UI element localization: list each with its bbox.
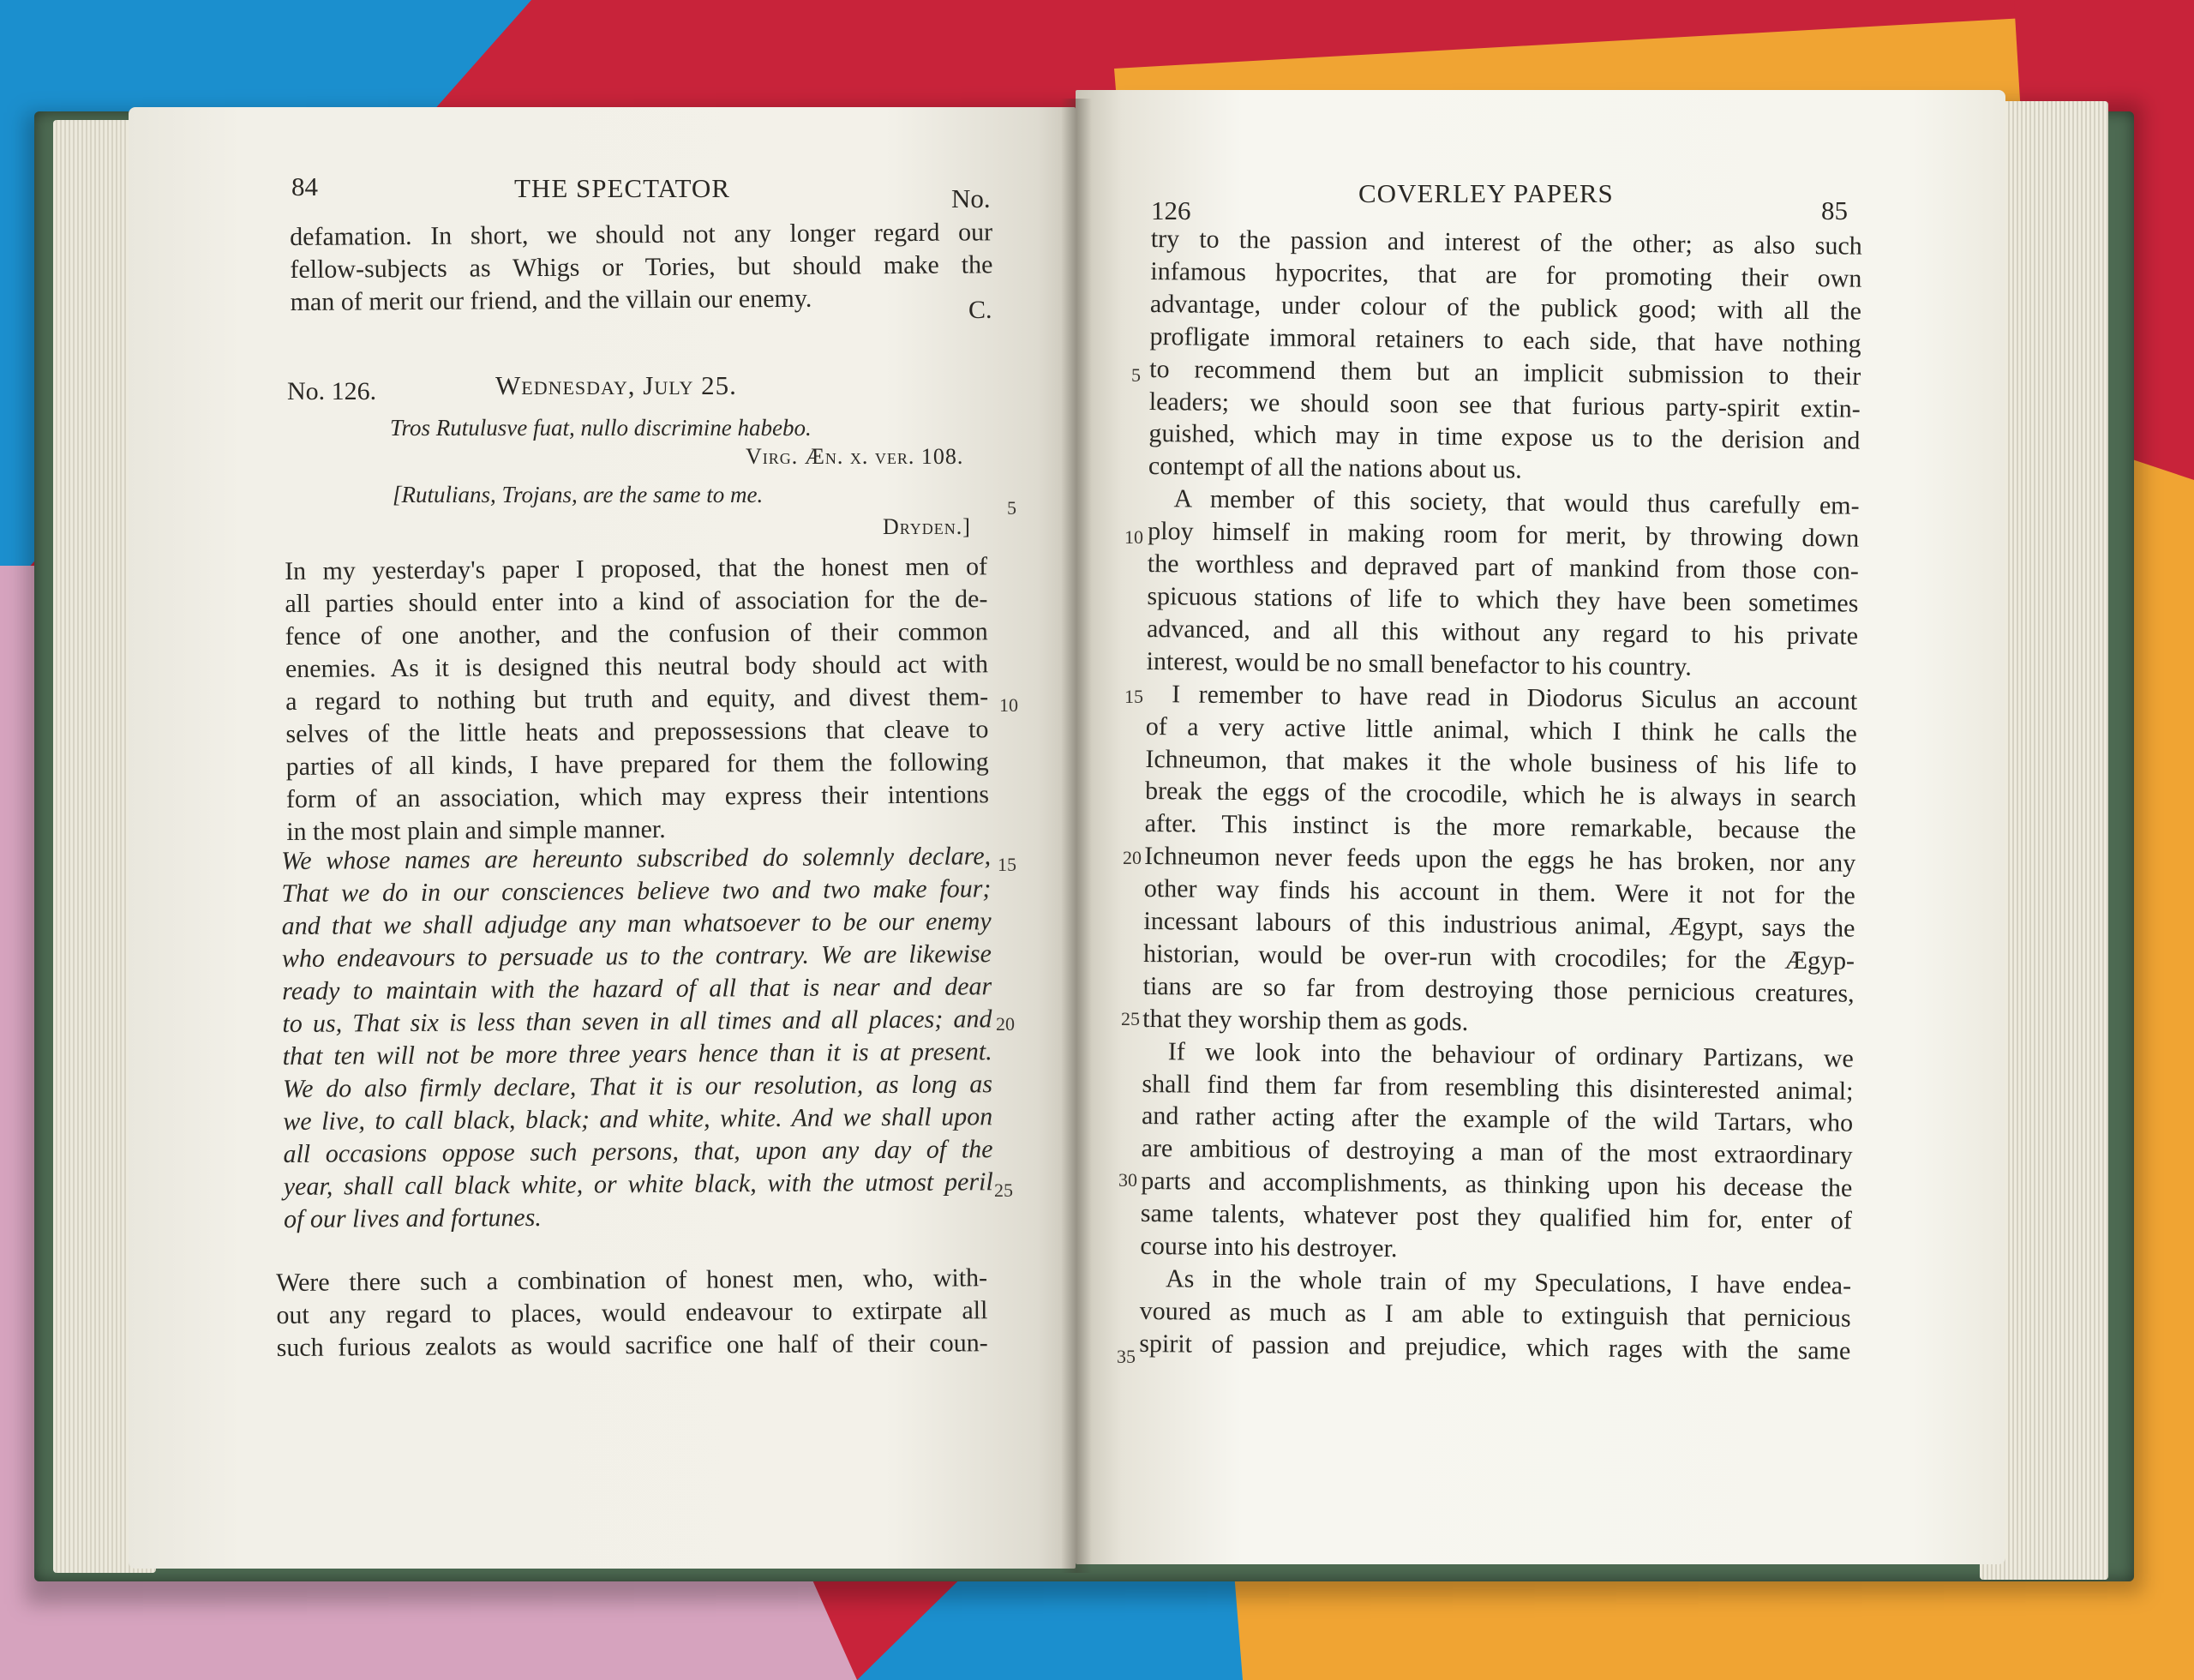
text-line: ready to maintain with the hazard of all that is near and dear bbox=[282, 972, 992, 1005]
text-line: who endeavours to persuade us to the contrary. We are likewise bbox=[281, 939, 992, 973]
book-gutter bbox=[1061, 99, 1092, 1573]
declaration-block bbox=[281, 840, 993, 1236]
text-line: a regard to nothing but truth and equity, and divest them- bbox=[285, 682, 989, 716]
text-line: infamous hypocrites, that are for promoting their own bbox=[1150, 256, 1862, 293]
text-line: that they worship them as gods. bbox=[1142, 1004, 1469, 1036]
line-number: 35 bbox=[1117, 1346, 1136, 1367]
text-line: try to the passion and interest of the other; as also such bbox=[1150, 224, 1862, 261]
text-line: all parties should enter into a kind of association for the de- bbox=[285, 585, 988, 618]
text-line: break the eggs of the crocodile, which he is always in search bbox=[1144, 777, 1857, 813]
text-line: profligate immoral retainers to each side, that have nothing bbox=[1149, 321, 1861, 358]
left-paragraph-2 bbox=[276, 1262, 988, 1365]
text-line: Ichneumon never feeds upon the eggs he has broken, nor any bbox=[1144, 842, 1856, 878]
motto-latin: Tros Rutulusve fuat, nullo discrimine habebo. bbox=[390, 415, 812, 441]
text-line: Were there such a combination of honest men, who, with- bbox=[276, 1263, 988, 1297]
signoff-letter: C. bbox=[968, 296, 992, 324]
text-line: to recommend them but an implicit submission to their bbox=[1149, 354, 1861, 391]
line-number: 15 bbox=[998, 854, 1016, 875]
left-page-number: 84 bbox=[291, 171, 318, 201]
text-line: course into his destroyer. bbox=[1140, 1232, 1398, 1263]
line-number: 5 bbox=[1007, 497, 1016, 519]
text-line: year, shall call black white, or white black, with the utmost peril bbox=[283, 1167, 993, 1201]
motto-translation-text: [Rutulians, Trojans, are the same to me. bbox=[393, 482, 764, 507]
text-line: historian, would be over-run with crocodiles; for the Ægyp- bbox=[1142, 939, 1855, 975]
text-line: in the most plain and simple manner. bbox=[286, 814, 666, 846]
text-line: defamation. In short, we should not any longer regard our bbox=[290, 218, 993, 251]
line-number: 15 bbox=[1124, 686, 1143, 707]
text-line: contempt of all the nations about us. bbox=[1148, 452, 1522, 484]
line-number: 5 bbox=[1131, 364, 1141, 386]
text-line: the worthless and depraved part of mankind from those con- bbox=[1147, 549, 1859, 585]
text-line: of a very active little animal, which I think he calls the bbox=[1145, 711, 1857, 748]
text-line: of our lives and fortunes. bbox=[283, 1203, 542, 1233]
text-line: that ten will not be more three years hence than it is at present. bbox=[282, 1037, 992, 1071]
text-line: I remember to have read in Diodorus Siculus an account bbox=[1172, 679, 1858, 716]
text-line: leaders; we should soon see that furious party-spirit extin- bbox=[1148, 387, 1861, 423]
text-line: enemies. As it is designed this neutral body should act with bbox=[285, 650, 989, 683]
text-line: advanced, and all this without any regard to his private bbox=[1146, 614, 1859, 651]
text-line: interest, would be no small benefactor to his country. bbox=[1146, 646, 1693, 681]
text-line: we live, to call black, black; and white, white. And we shall upon bbox=[283, 1102, 993, 1136]
text-line: As in the whole train of my Speculations, I have endea- bbox=[1165, 1264, 1852, 1300]
text-line: and that we shall adjudge any man whatsoever to be our enemy bbox=[281, 907, 992, 940]
text-line: fence of one another, and the confusion of their common bbox=[285, 617, 988, 651]
left-paragraph-1 bbox=[285, 550, 989, 849]
text-line: fellow-subjects as Whigs or Tories, but should make the bbox=[290, 250, 993, 284]
right-running-left: 126 bbox=[1151, 195, 1191, 225]
line-number: 10 bbox=[999, 694, 1018, 716]
text-line: incessant labours of this industrious animal, Ægypt, says the bbox=[1143, 906, 1855, 943]
issue-number: No. 126. bbox=[287, 377, 377, 405]
text-line: ploy himself in making room for merit, by throwing down bbox=[1148, 517, 1860, 553]
right-body bbox=[1139, 223, 1862, 1367]
text-line: spirit of passion and prejudice, which rages with the same bbox=[1139, 1329, 1851, 1365]
line-number: 25 bbox=[1121, 1008, 1140, 1029]
line-number: 30 bbox=[1118, 1169, 1137, 1191]
text-line: are ambitious of destroying a man of the most extraordinary bbox=[1141, 1134, 1853, 1171]
text-line: shall find them far from resembling this disinterested animal; bbox=[1142, 1069, 1854, 1106]
motto-translator: Dryden.] bbox=[883, 514, 971, 539]
text-line: man of merit our friend, and the villain our enemy. bbox=[290, 284, 812, 316]
text-line: voured as much as I am able to extinguish that pernicious bbox=[1139, 1296, 1851, 1333]
motto-source: Virg. Æn. x. ver. 108. bbox=[746, 444, 964, 469]
text-line: If we look into the behaviour of ordinary Partizans, we bbox=[1167, 1036, 1855, 1073]
text-line: A member of this society, that would thus carefully em- bbox=[1173, 484, 1860, 520]
text-line: parts and accomplishments, as thinking upon his decease the bbox=[1141, 1167, 1853, 1203]
text-line: other way finds his account in them. Were it not for the bbox=[1143, 874, 1855, 910]
line-number: 25 bbox=[994, 1179, 1013, 1201]
line-number: 20 bbox=[1123, 847, 1142, 868]
left-running-title: THE SPECTATOR bbox=[514, 173, 730, 203]
text-line: to us, That six is less than seven in all times and all places; and bbox=[282, 1005, 992, 1038]
line-number: 10 bbox=[1124, 526, 1143, 548]
line-number: 20 bbox=[996, 1013, 1015, 1035]
text-line: out any regard to places, would endeavour to extirpate all bbox=[276, 1296, 988, 1329]
text-line: We whose names are hereunto subscribed do solemnly declare, bbox=[281, 842, 992, 875]
text-line: That we do in our consciences believe two and two make four; bbox=[281, 874, 992, 908]
text-line: such furious zealots as would sacrifice one half of their coun- bbox=[276, 1329, 988, 1362]
text-line: guished, which may in time expose us to the derision and bbox=[1148, 419, 1861, 456]
text-line: We do also firmly declare, That it is our resolution, as long as bbox=[282, 1070, 993, 1103]
text-line: selves of the little heats and prepossessions that cleave to bbox=[285, 715, 989, 748]
issue-date: Wednesday, July 25. bbox=[495, 370, 737, 400]
text-line: Ichneumon, that makes it the whole business of his life to bbox=[1145, 744, 1857, 781]
text-line: form of an association, which may express their intentions bbox=[285, 780, 990, 813]
text-line: and rather acting after the example of the wild Tartars, who bbox=[1141, 1101, 1854, 1138]
right-running-title: COVERLEY PAPERS bbox=[1358, 178, 1614, 208]
text-line: same talents, whatever post they qualified him for, enter of bbox=[1140, 1199, 1853, 1235]
text-line: tians are so far from destroying those pernicious creatures, bbox=[1142, 971, 1855, 1008]
text-line: advantage, under colour of the publick good; with all the bbox=[1149, 289, 1862, 326]
left-opening bbox=[290, 216, 993, 319]
text-line: parties of all kinds, I have prepared for them the following bbox=[285, 747, 989, 781]
text-line: spicuous stations of life to which they have been sometimes bbox=[1147, 581, 1859, 618]
text-line: after. This instinct is the more remarkable, because the bbox=[1144, 809, 1856, 845]
motto-translation bbox=[393, 482, 763, 508]
right-page-number: 85 bbox=[1821, 195, 1848, 225]
text-line: In my yesterday's paper I proposed, that the honest men of bbox=[285, 552, 988, 585]
text-line: all occasions oppose such persons, that, upon any day of the bbox=[283, 1135, 993, 1168]
left-running-right: No. bbox=[951, 183, 991, 213]
